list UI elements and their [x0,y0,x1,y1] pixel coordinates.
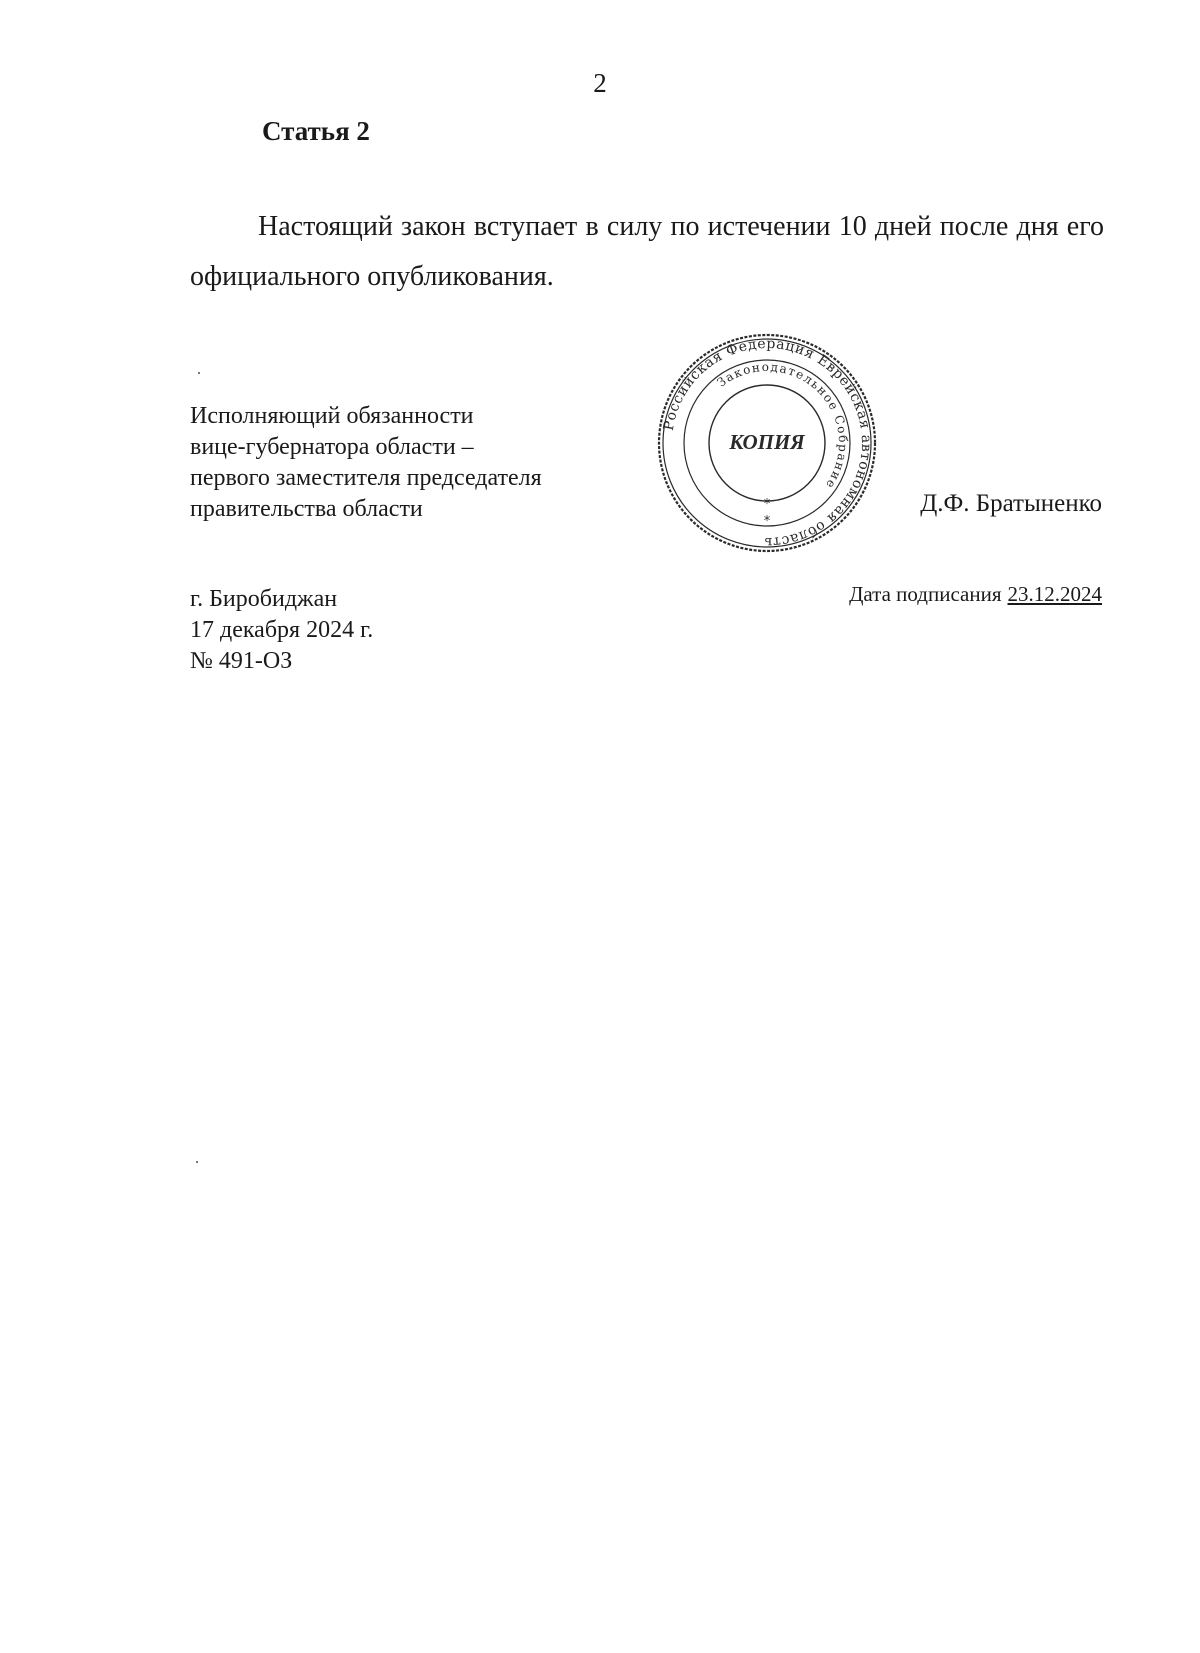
official-seal [656,332,878,554]
page-number: 2 [593,68,607,98]
signatory-title [190,401,650,525]
scan-speck [196,1161,198,1163]
signatory-title-line: Исполняющий обязанности [190,403,474,429]
signatory-title-line: вице-губернатора области – [190,434,474,460]
signing-date-label: Дата подписания [849,582,1002,606]
article-heading: Статья 2 [262,116,370,146]
signatory-name: Д.Ф. Братыненко [920,490,1102,517]
seal-inner-text: Законодательное Собрание [714,359,851,493]
scan-speck [198,372,200,374]
article-text: Настоящий закон вступает в силу по истечении 10 дней после дня его официального опубликования. [190,211,1104,292]
seal-star-icon: * [763,514,771,529]
seal-center-text: КОПИЯ [729,430,805,454]
seal-star-icon: * [763,497,771,512]
signing-date-value: 23.12.2024 [1007,582,1102,606]
law-date: 17 декабря 2024 г. [190,617,374,643]
signing-date [849,582,1102,607]
seal-outer-text: Российская Федерация Еврейская автономная область [660,335,875,551]
signatory-title-line: первого заместителя председателя [190,465,542,491]
city: г. Биробиджан [190,586,338,612]
place-date-block [190,584,373,677]
law-number: № 491-ОЗ [190,648,293,674]
signatory-title-line: правительства области [190,496,423,522]
